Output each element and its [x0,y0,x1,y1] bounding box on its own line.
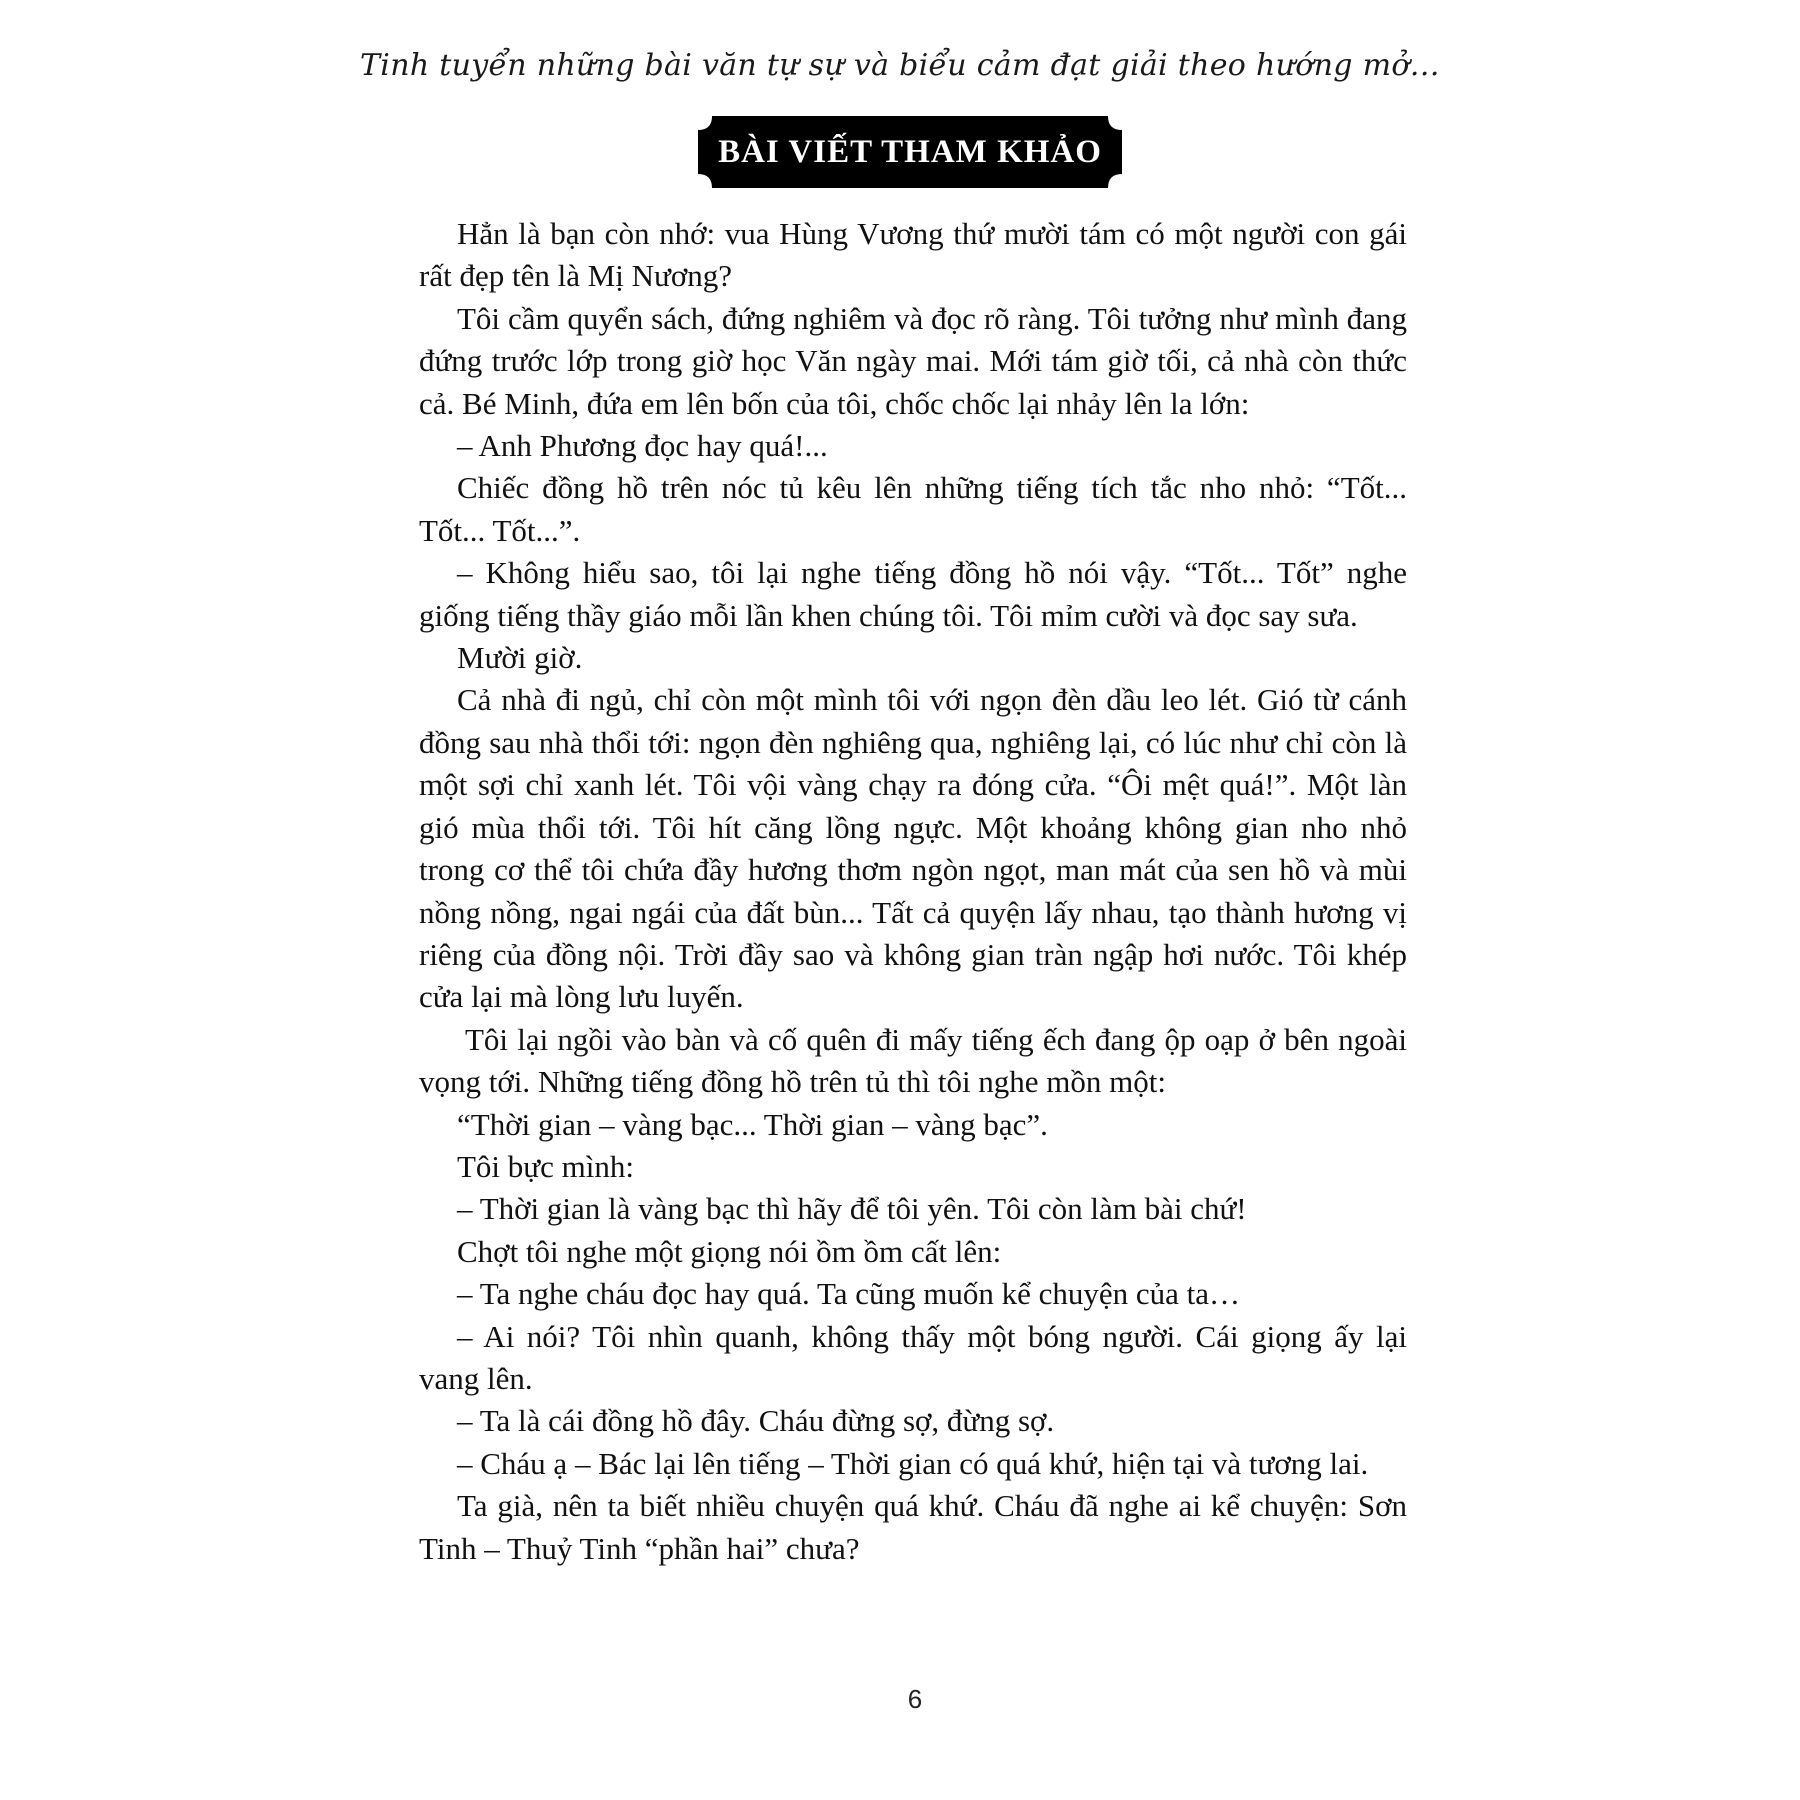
page-number: 6 [907,1684,923,1714]
paragraph: Cả nhà đi ngủ, chỉ còn một mình tôi với ngọn đèn dầu leo lét. Gió từ cánh đồng sau nhà thổi tới: ngọn đèn nghiêng qua, nghiêng lại, có lúc như chỉ còn là một sợi chỉ xanh lét. Tôi vội vàng chạy ra đóng cửa. “Ôi mệt quá!”. Một làn gió mùa thổi tới. Tôi hít căng lồng ngực. Một khoảng không gian nho nhỏ trong cơ thể tôi chứa đầy hương thơm ngòn ngọt, man mát của sen hồ và mùi nồng nồng, ngai ngái của đất bùn... Tất cả quyện lấy nhau, tạo thành hương vị riêng của đồng nội. Trời đầy sao và không gian tràn ngập hơi nước. Tôi khép cửa lại mà lòng lưu luyến. [419,682,1407,1015]
paragraph: Tôi lại ngồi vào bàn và cố quên đi mấy tiếng ếch đang ộp oạp ở bên ngoài vọng tới. Những tiếng đồng hồ trên tủ thì tôi nghe mồn một: [419,1021,1407,1100]
running-header: Tinh tuyển những bài văn tự sự và biểu cảm đạt giải theo hướng mở… [360,48,1440,83]
paragraph: – Ta nghe cháu đọc hay quá. Ta cũng muốn kể chuyện của ta… [457,1276,1241,1312]
section-banner [698,116,1122,188]
paragraph: – Thời gian là vàng bạc thì hãy để tôi yên. Tôi còn làm bài chứ! [457,1191,1247,1227]
paragraph: – Ta là cái đồng hồ đây. Cháu đừng sợ, đừng sợ. [457,1403,1055,1439]
paragraph: – Cháu ạ – Bác lại lên tiếng – Thời gian có quá khứ, hiện tại và tương lai. [457,1445,1369,1481]
article-body [419,213,1407,1570]
paragraph: – Không hiểu sao, tôi lại nghe tiếng đồng hồ nói vậy. “Tốt... Tốt” nghe giống tiếng thầy giáo mỗi lần khen chúng tôi. Tôi mỉm cười và đọc say sưa. [419,555,1407,633]
banner-title: BÀI VIẾT THAM KHẢO [718,134,1102,170]
paragraph: Tôi cầm quyển sách, đứng nghiêm và đọc rõ ràng. Tôi tưởng như mình đang đứng trước lớp trong giờ học Văn ngày mai. Mới tám giờ tối, cả nhà còn thức cả. Bé Minh, đứa em lên bốn của tôi, chốc chốc lại nhảy lên la lớn: [419,300,1407,421]
paragraph: Tôi bực mình: [457,1148,634,1184]
paragraph: – Anh Phương đọc hay quá!... [457,428,828,464]
paragraph: Chợt tôi nghe một giọng nói ồm ồm cất lên: [457,1233,1002,1269]
paragraph: “Thời gian – vàng bạc... Thời gian – vàng bạc”. [457,1106,1048,1142]
paragraph: Ta già, nên ta biết nhiều chuyện quá khứ. Cháu đã nghe ai kể chuyện: Sơn Tinh – Thuỷ Tinh “phần hai” chưa? [419,1488,1407,1566]
paragraph: – Ai nói? Tôi nhìn quanh, không thấy một bóng người. Cái giọng ấy lại vang lên. [419,1318,1407,1396]
paragraph: Mười giờ. [457,640,583,676]
paragraph: Hẳn là bạn còn nhớ: vua Hùng Vương thứ mười tám có một người con gái rất đẹp tên là Mị Nương? [419,216,1407,294]
paragraph: Chiếc đồng hồ trên nóc tủ kêu lên những tiếng tích tắc nho nhỏ: “Tốt... Tốt... Tốt...”. [419,470,1407,548]
